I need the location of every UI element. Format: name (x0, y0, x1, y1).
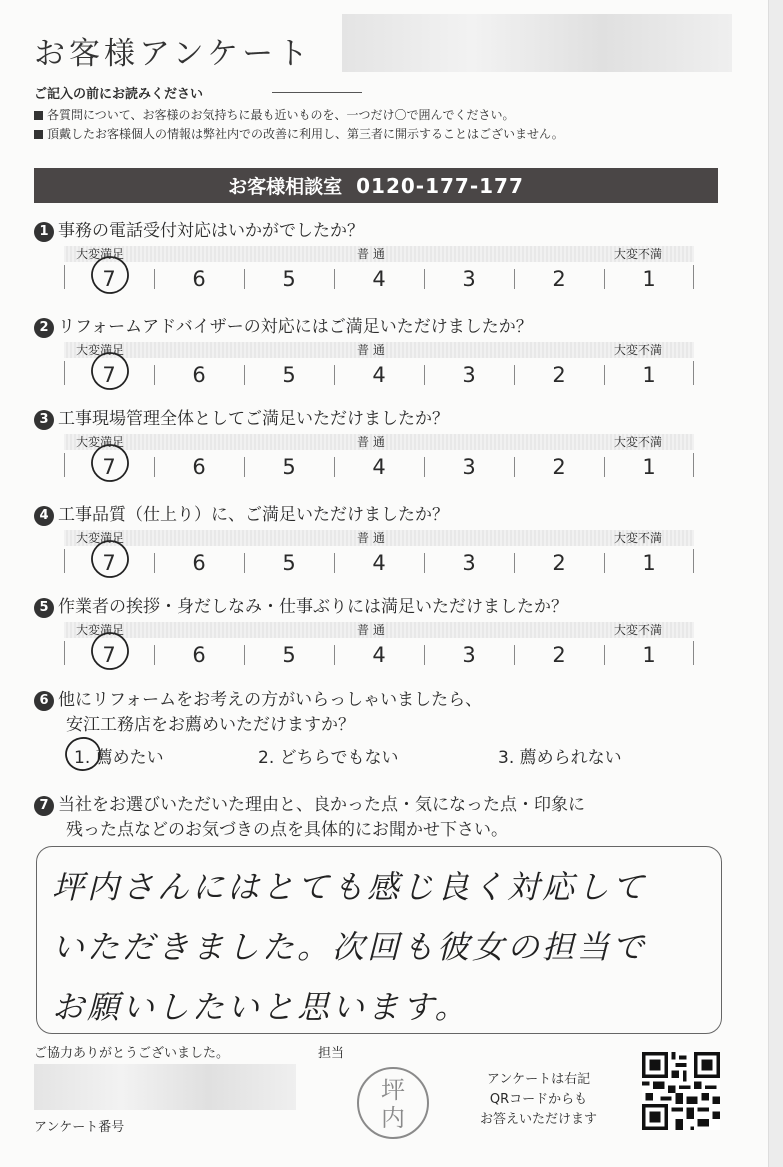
scale-label-neutral: 普 通 (357, 623, 385, 637)
question-6-line2: 安江工務店をお薦めいただけますか？ (66, 715, 355, 735)
question-7-line2: 残った点などのお気づきの点を具体的にお聞かせ下さい。 (66, 820, 508, 840)
handwritten-circle-mark (86, 254, 134, 296)
rating-option[interactable]: 2 (514, 263, 604, 294)
rating-option[interactable]: 3 (424, 639, 514, 670)
svg-text:坪: 坪 (381, 1076, 405, 1104)
question-number-badge: 4 (34, 506, 54, 526)
option-3[interactable]: 3. 薦められない (498, 748, 622, 768)
rating-scale (64, 622, 694, 670)
rating-option[interactable]: 5 (244, 547, 334, 578)
rating-option[interactable]: 3 (424, 451, 514, 482)
rating-scale (64, 342, 694, 390)
scale-label-neutral: 普 通 (357, 531, 385, 545)
rating-option[interactable]: 2 (514, 547, 604, 578)
banner-label: お客様相談室 (228, 176, 343, 198)
rating-option[interactable]: 1 (604, 639, 694, 670)
scale-label-best: 大変満足 (76, 343, 125, 357)
question-text: 当社をお選びいただいた理由と、良かった点・気になった点・印象に (58, 795, 585, 815)
question-5 (34, 592, 568, 618)
rating-option[interactable]: 6 (154, 639, 244, 670)
question-1 (34, 216, 364, 242)
svg-text:内: 内 (381, 1104, 405, 1132)
option-1[interactable]: 1. 薦めたい (74, 748, 164, 768)
question-number-badge: 3 (34, 410, 54, 430)
staff-seal-stamp (354, 1064, 432, 1142)
rating-scale (64, 246, 694, 294)
rating-option[interactable]: 7 (64, 547, 154, 578)
rating-option[interactable]: 6 (154, 547, 244, 578)
scale-label-neutral: 普 通 (357, 435, 385, 449)
rating-option[interactable]: 4 (334, 639, 424, 670)
question-text: 他にリフォームをお考えの方がいらっしゃいましたら、 (58, 690, 483, 710)
question-2 (34, 312, 533, 338)
thanks-text: ご協力ありがとうございました。 (34, 1046, 230, 1061)
staff-label: 担当 (318, 1046, 345, 1061)
rating-option[interactable]: 5 (244, 639, 334, 670)
rating-option[interactable]: 2 (514, 639, 604, 670)
rating-option[interactable]: 2 (514, 359, 604, 390)
rating-option[interactable]: 7 (64, 359, 154, 390)
question-number-badge: 2 (34, 318, 54, 338)
scale-label-worst: 大変不満 (614, 531, 663, 545)
question-text: リフォームアドバイザーの対応にはご満足いただけましたか？ (58, 317, 533, 337)
rating-option[interactable]: 3 (424, 547, 514, 578)
rating-option[interactable]: 5 (244, 359, 334, 390)
question-6 (34, 685, 482, 711)
rating-option[interactable]: 1 (604, 263, 694, 294)
question-number-badge: 5 (34, 598, 54, 618)
rating-option[interactable]: 4 (334, 359, 424, 390)
qr-instructions: アンケートは右記 QRコードからも お答えいただけます (480, 1072, 598, 1127)
question-7 (34, 790, 585, 816)
notice-heading: ご記入の前にお読みください (34, 87, 204, 102)
notice-item: 各質問について、お客様のお気持ちに最も近いものを、一つだけ〇で囲んでください。 (34, 106, 515, 123)
question-number-badge: 1 (34, 222, 54, 242)
question-number-badge: 7 (34, 796, 54, 816)
rating-option[interactable]: 6 (154, 263, 244, 294)
rating-option[interactable]: 1 (604, 451, 694, 482)
survey-number-label: アンケート番号 (34, 1120, 125, 1135)
scale-label-neutral: 普 通 (357, 247, 385, 261)
handwritten-circle-mark (86, 350, 134, 392)
redacted-area (342, 14, 732, 72)
handwritten-line: 坪内さんにはとても感じ良く対応して (52, 868, 648, 906)
rating-option[interactable]: 3 (424, 263, 514, 294)
rating-option[interactable]: 4 (334, 451, 424, 482)
question-number-badge: 6 (34, 691, 54, 711)
qr-code-icon[interactable] (640, 1052, 722, 1130)
scale-label-best: 大変満足 (76, 531, 125, 545)
rating-scale (64, 530, 694, 578)
scale-label-neutral: 普 通 (357, 343, 385, 357)
question-text: 事務の電話受付対応はいかがでしたか？ (58, 221, 364, 241)
rating-option[interactable]: 7 (64, 263, 154, 294)
question-text: 工事品質（仕上り）に、ご満足いただけましたか？ (58, 505, 449, 525)
question-3 (34, 404, 449, 430)
rating-option[interactable]: 6 (154, 451, 244, 482)
question-text: 作業者の挨拶・身だしなみ・仕事ぶりには満足いただけましたか？ (58, 597, 568, 617)
handwritten-circle-mark (86, 630, 134, 672)
phone-number[interactable]: 0120-177-177 (356, 173, 524, 198)
page-title: お客様アンケート (34, 36, 313, 72)
rating-option[interactable]: 3 (424, 359, 514, 390)
rating-option[interactable]: 7 (64, 451, 154, 482)
square-bullet-icon (34, 130, 43, 139)
divider (272, 92, 362, 93)
rating-option[interactable]: 4 (334, 547, 424, 578)
rating-option[interactable]: 7 (64, 639, 154, 670)
handwritten-line: お願いしたいと思います。 (52, 988, 470, 1026)
scale-label-worst: 大変不満 (614, 623, 663, 637)
rating-option[interactable]: 4 (334, 263, 424, 294)
scale-label-worst: 大変不満 (614, 247, 663, 261)
rating-option[interactable]: 5 (244, 451, 334, 482)
option-1-circle-mark (62, 734, 106, 774)
rating-option[interactable]: 6 (154, 359, 244, 390)
rating-option[interactable]: 2 (514, 451, 604, 482)
scale-label-best: 大変満足 (76, 247, 125, 261)
rating-scale (64, 434, 694, 482)
question-text: 工事現場管理全体としてご満足いただけましたか？ (58, 409, 449, 429)
option-2[interactable]: 2. どちらでもない (258, 748, 399, 768)
notice-item: 頂戴したお客様個人の情報は弊社内での改善に利用し、第三者に開示することはございません。 (34, 125, 564, 142)
rating-option[interactable]: 1 (604, 359, 694, 390)
scale-label-worst: 大変不満 (614, 343, 663, 357)
handwritten-circle-mark (86, 442, 134, 484)
rating-option[interactable]: 1 (604, 547, 694, 578)
consultation-banner (34, 168, 718, 203)
scale-label-worst: 大変不満 (614, 435, 663, 449)
rating-option[interactable]: 5 (244, 263, 334, 294)
handwritten-circle-mark (86, 538, 134, 580)
square-bullet-icon (34, 111, 43, 120)
handwritten-line: いただきました。次回も彼女の担当で (52, 928, 648, 966)
question-4 (34, 500, 449, 526)
scale-label-best: 大変満足 (76, 435, 125, 449)
redacted-area (34, 1064, 296, 1110)
scan-edge (768, 0, 783, 1167)
scale-label-best: 大変満足 (76, 623, 125, 637)
